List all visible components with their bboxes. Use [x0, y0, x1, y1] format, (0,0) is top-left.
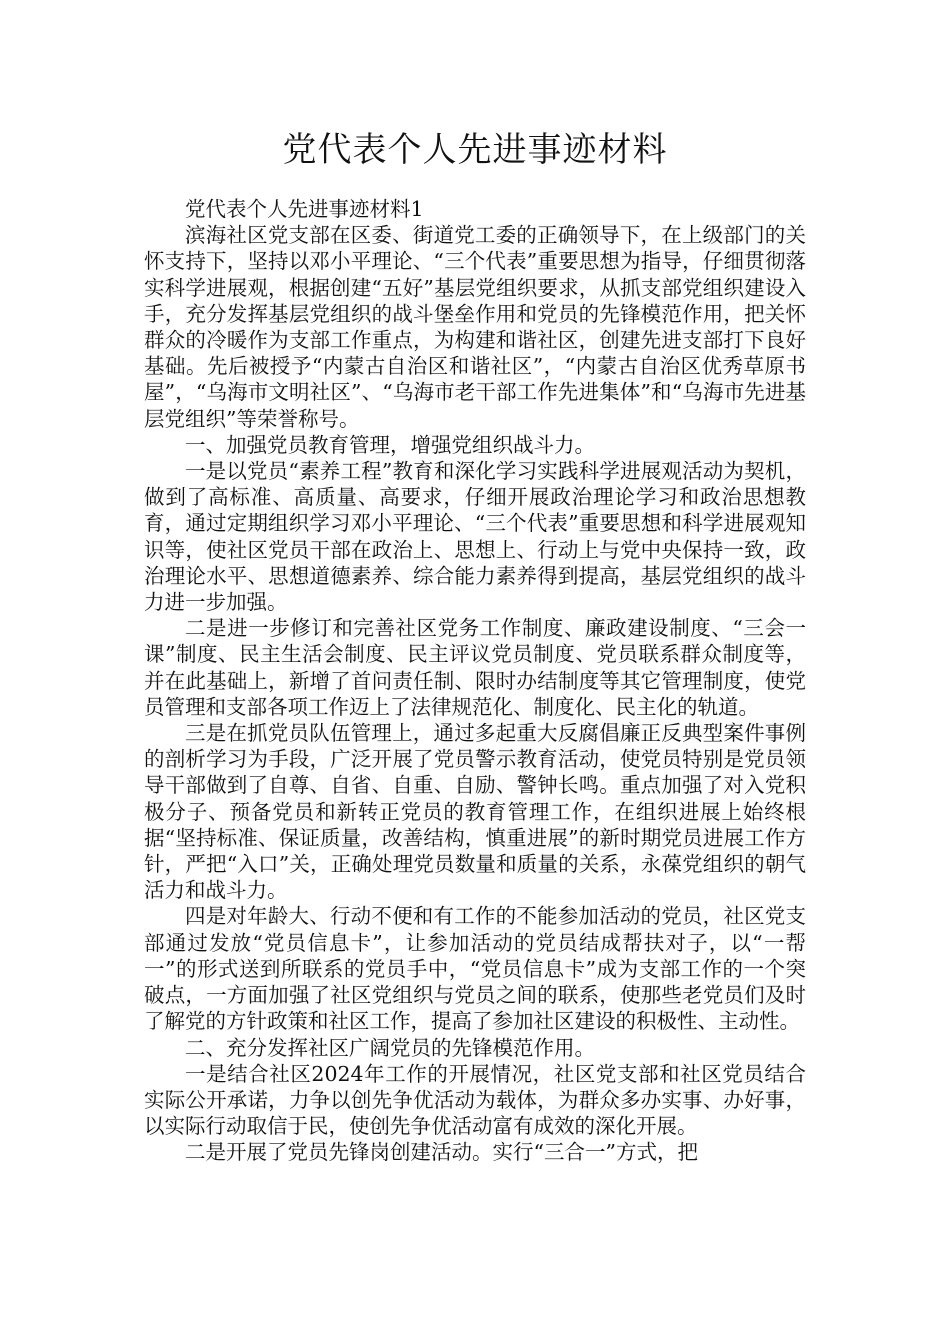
paragraph: 二、充分发挥社区广阔党员的先锋模范作用。 — [185, 1035, 595, 1060]
paragraph: 滨海社区党支部在区委、街道党工委的正确领导下，在上级部门的关怀支持下，坚持以邓小平理论、“三个代表”重要思想为指导，仔细贯彻落实科学进展观，根据创建“五好”基层党组织要求，从抓支部党组织建设入手，充分发挥基层党组织的战斗堡垒作用和党员的先锋模范作用，把关怀群众的冷暖作为支部工作重点，为构建和谐社区，创建先进支部打下良好基础。先后被授予“内蒙古自治区和谐社区”，“内蒙古自治区优秀草原书屋”，“乌海市文明社区”、“乌海市老干部工作先进集体”和“乌海市先进基层党组织”等荣誉称号。 — [144, 223, 806, 431]
paragraph: 四是对年龄大、行动不便和有工作的不能参加活动的党员，社区党支部通过发放“党员信息卡”，让参加活动的党员结成帮扶对子，以“一帮一”的形式送到所联系的党员手中，“党员信息卡”成为支部工作的一个突破点，一方面加强了社区党组织与党员之间的联系，使那些老党员们及时了解党的方针政策和社区工作，提高了参加社区建设的积极性、主动性。 — [144, 904, 806, 1034]
document-body — [144, 196, 806, 1166]
section-heading: 党代表个人先进事迹材料1 — [185, 197, 424, 221]
document-title: 党代表个人先进事迹材料 — [282, 130, 668, 170]
paragraph: 三是在抓党员队伍管理上，通过多起重大反腐倡廉正反典型案件事例的剖析学习为手段，广泛开展了党员警示教育活动，使党员特别是党员领导干部做到了自尊、自省、自重、自励、警钟长鸣。重点加强了对入党积极分子、预备党员和新转正党员的教育管理工作，在组织进展上始终根据“坚持标准、保证质量，改善结构，慎重进展”的新时期党员进展工作方针，严把“入口”关，正确处理党员数量和质量的关系，永葆党组织的朝气活力和战斗力。 — [144, 721, 806, 903]
paragraph: 一、加强党员教育管理，增强党组织战斗力。 — [185, 432, 595, 457]
paragraph: 一是结合社区2024年工作的开展情况，社区党支部和社区党员结合实际公开承诺，力争以创先争优活动为载体，为群众多办实事、办好事，以实际行动取信于民，使创先争优活动富有成效的深化开展。 — [144, 1061, 806, 1139]
paragraph: 二是进一步修订和完善社区党务工作制度、廉政建设制度、“三会一课”制度、民主生活会制度、民主评议党员制度、党员联系群众制度等，并在此基础上，新增了首问责任制、限时办结制度等其它管理制度，使党员管理和支部各项工作迈上了法律规范化、制度化、民主化的轨道。 — [144, 616, 806, 719]
paragraph: 二是开展了党员先锋岗创建活动。实行“三合一”方式，把 — [185, 1140, 698, 1165]
paragraph: 一是以党员“素养工程”教育和深化学习实践科学进展观活动为契机，做到了高标准、高质量、高要求，仔细开展政治理论学习和政治思想教育，通过定期组织学习邓小平理论、“三个代表”重要思想和科学进展观知识等，使社区党员干部在政治上、思想上、行动上与党中央保持一致，政治理论水平、思想道德素养、综合能力素养得到提高，基层党组织的战斗力进一步加强。 — [144, 459, 806, 615]
